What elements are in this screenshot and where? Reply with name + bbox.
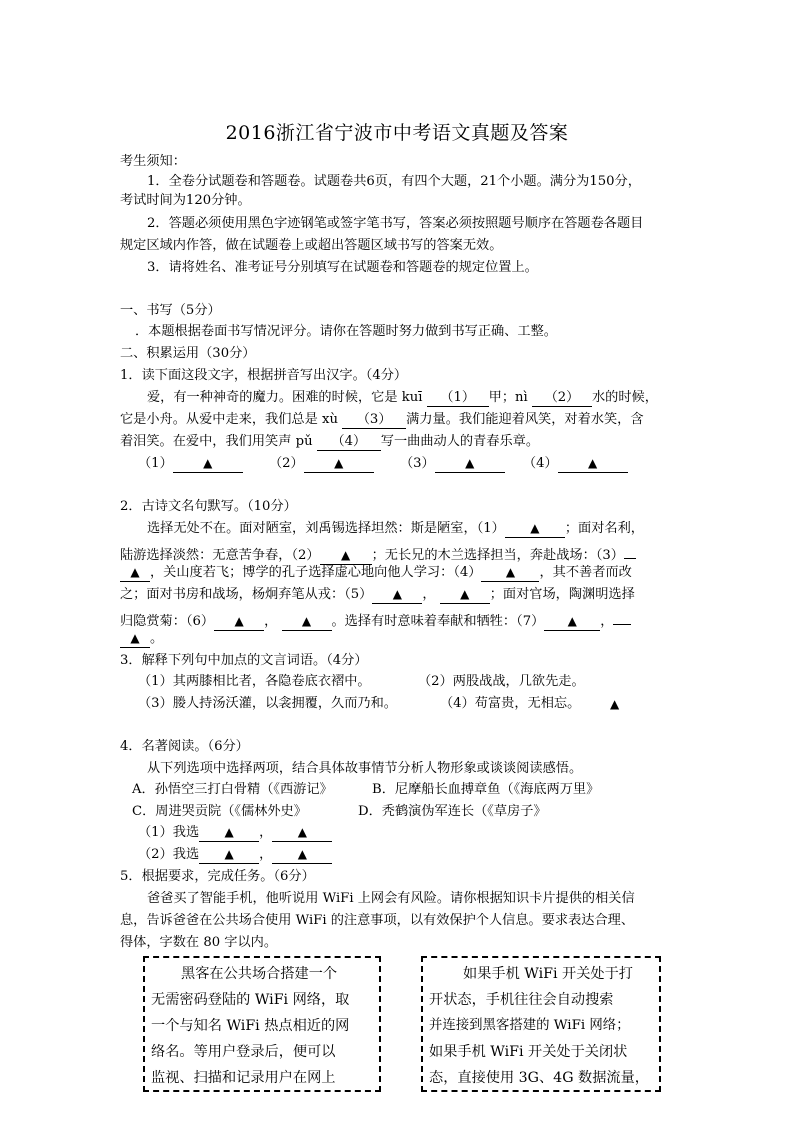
q1-blank-3[interactable]: （3） (342, 412, 406, 429)
notice-item-1: 1．全卷分试题卷和答题卷。试题卷共6页，有四个大题，21个小题。满分为150分， (147, 174, 641, 189)
q2-blank-6b[interactable] (282, 614, 332, 631)
knowledge-card-1 (143, 956, 381, 1092)
triangle-icon: ▲ (301, 614, 312, 628)
q1-answers: （1） ▲ （2） ▲ （3） ▲ （4） ▲ (138, 455, 628, 473)
card-2-line: 如果手机 WiFi 开关处于关闭状 (429, 1044, 628, 1060)
triangle-icon: ▲ (588, 456, 598, 470)
triangle-icon: ▲ (460, 587, 470, 601)
q5-heading: 5．根据要求，完成任务。（6分） (120, 869, 315, 884)
q1-line-3: 着泪笑。在爱中，我们用笑声 pǔ （4） 写一曲曲动人的青春乐章。 (120, 434, 540, 449)
q1-answer-1[interactable] (173, 456, 243, 473)
q4-option-d: D．秃鹤演伪军连长（《草房子》 (358, 804, 547, 819)
q2-blank-4[interactable] (481, 565, 539, 582)
q4-choice-1-blank-b[interactable] (272, 825, 332, 842)
notice-item-2: 2．答题必须使用黑色字迹钢笔或签字笔书写，答案必须按照题号顺序在答题卷各题目 (147, 216, 644, 231)
triangle-icon: ▲ (610, 697, 620, 711)
q4-choice-2-blank-b[interactable] (272, 847, 332, 864)
q2-blank-5b[interactable] (440, 587, 490, 604)
card-2-line: 如果手机 WiFi 开关处于打 (463, 966, 633, 982)
q1-answer-2[interactable] (304, 456, 374, 473)
notice-item-3: 3．请将姓名、准考证号分别填写在试题卷和答题卷的规定位置上。 (147, 260, 538, 275)
triangle-icon: ▲ (224, 847, 234, 861)
q4-choice-1-blank-a[interactable] (199, 825, 259, 842)
q2-blank-6a[interactable] (214, 614, 264, 631)
triangle-icon: ▲ (530, 521, 540, 535)
notice-item-2-cont: 规定区域内作答，做在试题卷上或超出答题区域书写的答案无效。 (120, 238, 503, 253)
q2-line-4: 之；面对书房和战场，杨炯弃笔从戎：（5） ▲ ， ▲ ；面对官场，陶渊明选择 (120, 587, 635, 602)
q4-choice-2-blank-a[interactable] (199, 847, 259, 864)
triangle-icon: ▲ (297, 847, 307, 861)
q2-line-1: 选择无处不在。面对陋室，刘禹锡选择坦然：斯是陋室，（1） ▲ ；面对名利， (147, 521, 644, 536)
triangle-icon: ▲ (297, 825, 307, 839)
card-2-line: 态，直接使用 3G、4G 数据流量， (429, 1070, 649, 1086)
q2-line-3: ▲ ，关山度若飞；博学的孔子选择虚心地向他人学习：（4） ▲ ，其不善者而改 (120, 564, 632, 582)
q2-blank-7a[interactable] (544, 614, 600, 631)
knowledge-card-2 (421, 956, 661, 1092)
q4-choice-1: （1）我选 ▲ ， ▲ (138, 824, 332, 842)
q1-blank-1[interactable]: （1） (427, 390, 489, 407)
notice-item-1-cont: 考试时间为120分钟。 (120, 193, 251, 208)
triangle-icon: ▲ (567, 614, 577, 628)
card-2-line: 并连接到黑客搭建的 WiFi 网络； (429, 1018, 630, 1033)
q1-blank-2[interactable]: （2） (532, 390, 592, 407)
triangle-icon: ▲ (203, 456, 213, 470)
card-1-line: 络名。等用户登录后，便可以 (151, 1044, 336, 1060)
q1-answer-3[interactable] (435, 456, 505, 473)
q2-blank-3[interactable] (120, 565, 150, 582)
card-2-line: 开状态，手机往往会自动搜索 (429, 992, 614, 1008)
q2-line-5: 归隐赏菊：（6） ▲ ， ▲ 。选择有时意味着奉献和牺牲：（7） ▲ ， (120, 608, 631, 631)
q3-heading: 3．解释下列句中加点的文言词语。（4分） (120, 653, 368, 668)
q4-option-a: A．孙悟空三打白骨精（《西游记》 (132, 782, 333, 797)
page-title: 2016浙江省宁波市中考语文真题及答案 (225, 122, 569, 144)
q4-heading: 4．名著阅读。（6分） (120, 739, 249, 754)
q3-item-2: （2）两股战战，几欲先走。 (418, 674, 585, 689)
q4-choice-2: （2）我选 ▲ ， ▲ (138, 846, 332, 864)
q4-intro: 从下列选项中选择两项，结合具体故事情节分析人物形象或谈谈阅读感悟。 (147, 761, 583, 776)
triangle-icon: ▲ (340, 548, 351, 562)
card-1-line: 无需密码登陆的 WiFi 网络，取 (151, 992, 350, 1008)
q4-option-b: B．尼摩船长血搏章鱼（《海底两万里》 (372, 782, 600, 797)
triangle-icon: ▲ (465, 456, 475, 470)
card-1-line: 一个与知名 WiFi 热点相近的网 (151, 1018, 350, 1034)
q1-blank-4[interactable]: （4） (317, 434, 381, 451)
q1-answer-4[interactable] (558, 456, 628, 473)
section-2-heading: 二、积累运用（30分） (120, 346, 256, 361)
notice-heading: 考生须知： (120, 154, 186, 169)
q4-option-c: C．周进哭贡院（《儒林外史》 (132, 804, 307, 819)
q2-blank-1[interactable] (505, 521, 565, 538)
q1-heading: 1．读下面这段文字，根据拼音写出汉字。（4分） (120, 368, 408, 383)
q2-heading: 2．古诗文名句默写。（10分） (120, 499, 297, 514)
q2-line-6: ▲ 。 (120, 630, 163, 648)
q3-item-4: （4）苟富贵，无相忘。 (440, 696, 581, 711)
triangle-icon: ▲ (130, 565, 140, 579)
triangle-icon: ▲ (505, 565, 516, 579)
triangle-icon: ▲ (334, 456, 344, 470)
q3-item-1: （1）其两膝相比者，各隐卷底衣褶中。 (138, 674, 371, 689)
q2-blank-5a[interactable] (372, 587, 422, 604)
q1-line-1: 爱，有一种神奇的魔力。困难的时候，它是 kuī （1） 甲；nì （2） 水的时候， (147, 390, 658, 405)
q2-blank-2[interactable] (320, 548, 372, 565)
q5-paragraph-1: 爸爸买了智能手机，他听说用 WiFi 上网会有风险。请你根据知识卡片提供的相关信 (147, 891, 635, 906)
triangle-icon: ▲ (234, 614, 244, 628)
card-1-line: 黑客在公共场合搭建一个 (181, 966, 338, 982)
q2-blank-7b[interactable] (120, 631, 150, 648)
q5-paragraph-2: 息，告诉爸爸在公共场合使用 WiFi 的注意事项，以有效保护个人信息。要求表达合理、 (120, 913, 635, 928)
section-1-text: ．本题根据卷面书写情况评分。请你在答题时努力做到书写正确、工整。 (135, 324, 557, 339)
triangle-icon: ▲ (224, 825, 234, 839)
triangle-icon: ▲ (130, 631, 140, 645)
section-1-heading: 一、书写（5分） (120, 303, 221, 318)
q2-line-2: 陆游选择淡然：无意苦争春，（2） ▲ ；无长兄的木兰选择担当，奔赴战场：（3） (120, 542, 636, 565)
q1-line-2: 它是小舟。从爱中走来，我们总是 xù （3） 满力量。我们能迎着风笑，对着水笑，含 (120, 412, 644, 427)
q5-paragraph-3: 得体，字数在 80 字以内。 (120, 935, 278, 950)
triangle-icon: ▲ (392, 587, 402, 601)
q3-item-3: （3）媵人持汤沃灌，以衾拥覆，久而乃和。 (138, 696, 397, 711)
card-1-line: 监视、扫描和记录用户在网上 (151, 1070, 336, 1086)
